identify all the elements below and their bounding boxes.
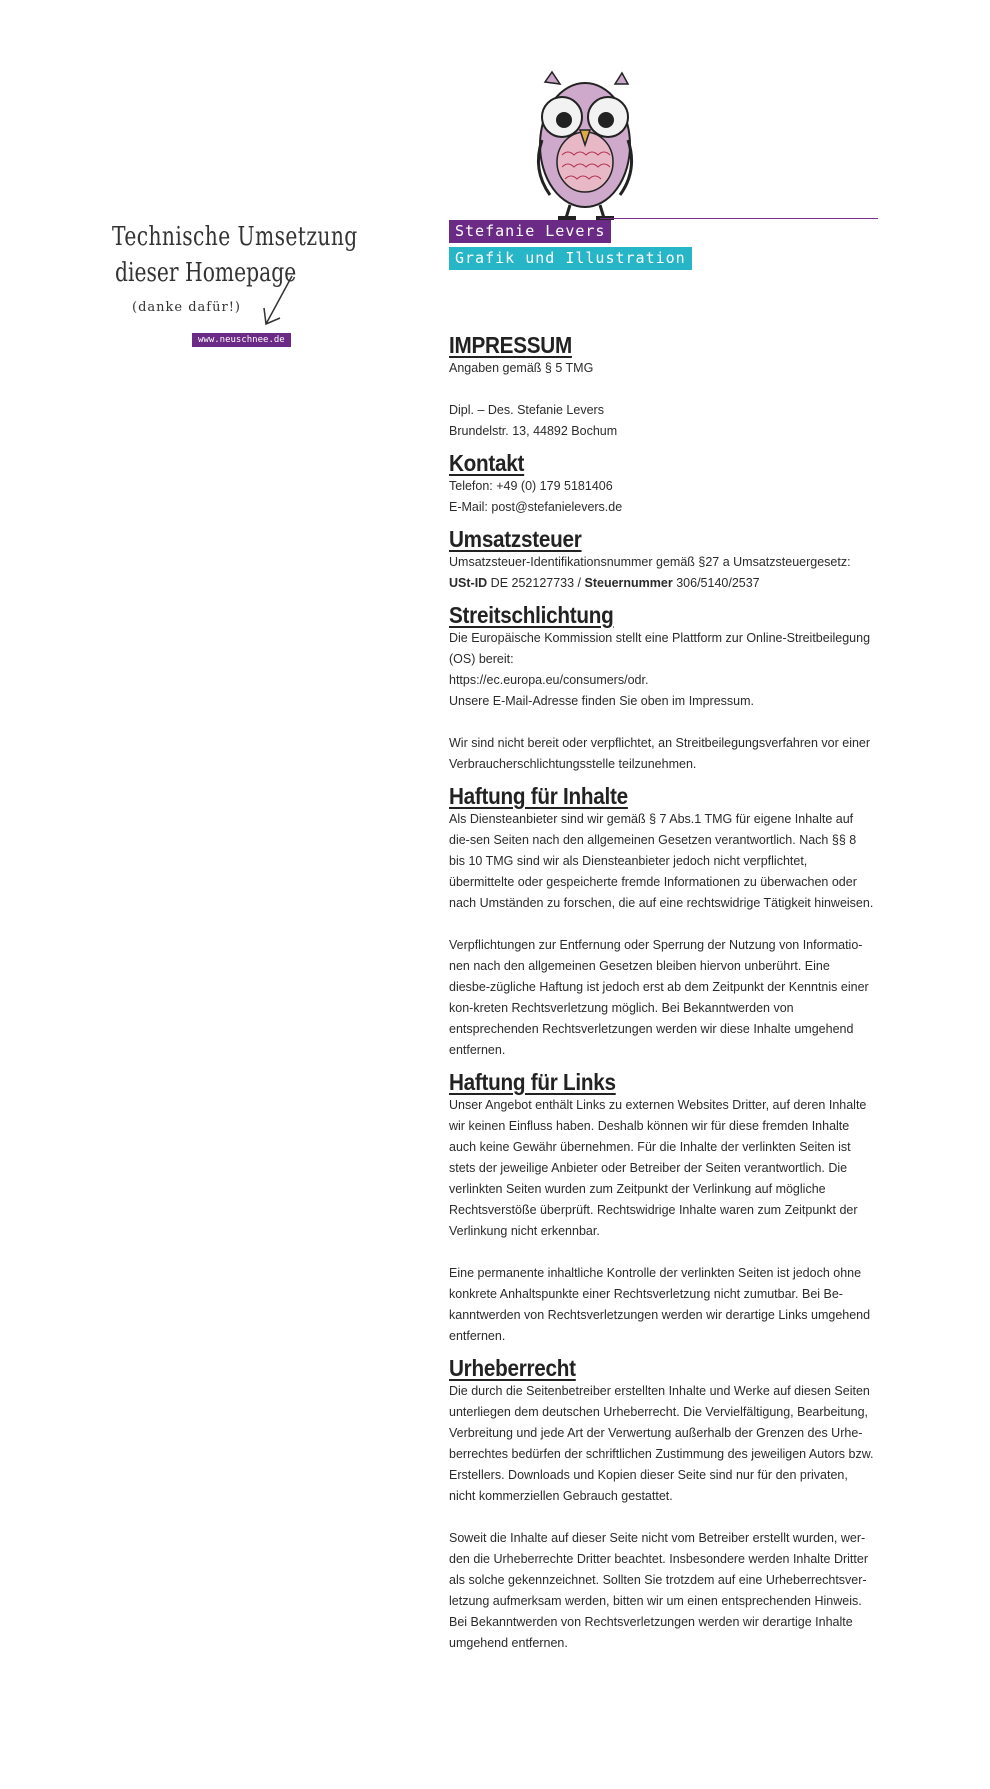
credit-note-line3: (danke dafür!) bbox=[132, 300, 241, 315]
haftung-inhalte-p2: Verpflichtungen zur Entfernung oder Sperrung der Nutzung von Informatio-nen nach den allgemeinen Gesetzen bleiben hiervon unberührt. Eine diesbe-zügliche Haftung ist jedoch erst ab dem Zeitpunkt der Kenntnis einer kon-kreten Rechtsverletzung möglich. Bei Bekanntwerden von entsprechenden Rechtsverletzungen werden wir diese Inhalte umgehend entfernen. bbox=[449, 938, 869, 1057]
odr-link[interactable]: https://ec.europa.eu/consumers/odr. bbox=[449, 673, 649, 687]
urheberrecht-title: Urheberrecht bbox=[449, 1355, 576, 1381]
steuernummer-label: Steuernummer bbox=[584, 576, 673, 590]
kontakt-title: Kontakt bbox=[449, 450, 525, 476]
ust-id-label: USt-ID bbox=[449, 576, 488, 590]
arrow-icon bbox=[252, 272, 302, 332]
haftung-inhalte-title: Haftung für Inhalte bbox=[449, 783, 628, 809]
kontakt-email[interactable]: E-Mail: post@stefanielevers.de bbox=[449, 500, 623, 514]
credit-note-line1: Technische Umsetzung bbox=[112, 222, 358, 252]
impressum-title: IMPRESSUM bbox=[449, 332, 572, 358]
owl-illustration bbox=[520, 70, 640, 220]
credit-note bbox=[112, 222, 358, 332]
kontakt-phone[interactable]: Telefon: +49 (0) 179 5181406 bbox=[449, 479, 613, 493]
header-divider bbox=[600, 218, 878, 219]
ust-id-value: DE 252127733 / bbox=[487, 576, 585, 590]
streitschlichtung-p1: Die Europäische Kommission stellt eine Plattform zur Online-Streitbeilegung (OS) bereit: bbox=[449, 631, 871, 666]
streitschlichtung-p3: Wir sind nicht bereit oder verpflichtet, an Streitbeilegungsverfahren vor einer Verbraucherschlichtungsstelle teilzunehmen. bbox=[449, 736, 871, 771]
haftung-links-p1: Unser Angebot enthält Links zu externen Websites Dritter, auf deren Inhalte wir keinen Einfluss haben. Deshalb können wir für diese fremden Inhalte auch keine Gewähr übernehmen. Für die Inhalte der verlinkten Seiten ist stets der jeweilige Anbieter oder Betreiber der Seiten verantwortlich. Die verlinkten Seiten wurden zum Zeitpunkt der Verlinkung auf mögliche Rechtsverstöße überprüft. Rechtswidrige Inhalte waren zum Zeitpunkt der Verlinkung nicht erkennbar. bbox=[449, 1098, 867, 1238]
umsatzsteuer-title: Umsatzsteuer bbox=[449, 526, 582, 552]
haftung-links-p2: Eine permanente inhaltliche Kontrolle der verlinkten Seiten ist jedoch ohne konkrete Anhaltspunkte einer Rechtsverletzung nicht zumutbar. Bei Be-kanntwerden von Rechtsverletzungen werden wir derartige Links umgehend entfernen. bbox=[449, 1266, 871, 1343]
streitschlichtung-p2: Unsere E-Mail-Adresse finden Sie oben im Impressum. bbox=[449, 694, 754, 708]
streitschlichtung-title: Streitschlichtung bbox=[449, 602, 614, 628]
haftung-links-title: Haftung für Links bbox=[449, 1069, 616, 1095]
haftung-inhalte-p1: Als Diensteanbieter sind wir gemäß § 7 Abs.1 TMG für eigene Inhalte auf die-sen Seiten nach den allgemeinen Gesetzen verantwortlich. Nach §§ 8 bis 10 TMG sind wir als Diensteanbieter jedoch nicht verpflichtet, übermittelte oder gespeicherte fremde Informationen zu überwachen oder nach Umständen zu forschen, die auf eine rechtswidrige Tätigkeit hinweisen. bbox=[449, 812, 874, 910]
site-name-tag[interactable]: Stefanie Levers bbox=[449, 220, 611, 243]
impressum-content bbox=[449, 332, 874, 1654]
steuernummer-value: 306/5140/2537 bbox=[672, 576, 760, 590]
urheberrecht-p2: Soweit die Inhalte auf dieser Seite nicht vom Betreiber erstellt wurden, wer-den die Urheberrechte Dritter beachtet. Insbesondere werden Inhalte Dritter als solche gekennzeichnet. Sollten Sie trotzdem auf eine Urheberrechtsver-letzung aufmerksam werden, bitten wir um einen entsprechenden Hinweis. Bei Bekanntwerden von Rechtsverletzungen werden wir derartige Inhalte umgehend entfernen. bbox=[449, 1531, 868, 1650]
site-subtitle-tag: Grafik und Illustration bbox=[449, 247, 692, 270]
impressum-intro: Angaben gemäß § 5 TMG bbox=[449, 361, 594, 375]
umsatzsteuer-ids bbox=[449, 573, 874, 594]
urheberrecht-p1: Die durch die Seitenbetreiber erstellten Inhalte und Werke auf diesen Seiten unterliegen dem deutschen Urheberrecht. Die Vervielfältigung, Bearbeitung, Verbreitung und jede Art der Verwertung außerhalb der Grenzen des Urhe-berrechtes bedürfen der schriftlichen Zustimmung des jeweiligen Autors bzw. Erstellers. Downloads und Kopien dieser Seite sind nur für den privaten, nicht kommerziellen Gebrauch gestattet. bbox=[449, 1384, 874, 1503]
credit-link[interactable]: www.neuschnee.de bbox=[192, 333, 291, 347]
impressum-name: Dipl. – Des. Stefanie Levers bbox=[449, 403, 604, 417]
credit-note-line2: dieser Homepage bbox=[115, 258, 297, 288]
impressum-address: Brundelstr. 13, 44892 Bochum bbox=[449, 424, 618, 438]
umsatzsteuer-line1: Umsatzsteuer-Identifikationsnummer gemäß §27 a Umsatzsteuergesetz: bbox=[449, 555, 851, 569]
